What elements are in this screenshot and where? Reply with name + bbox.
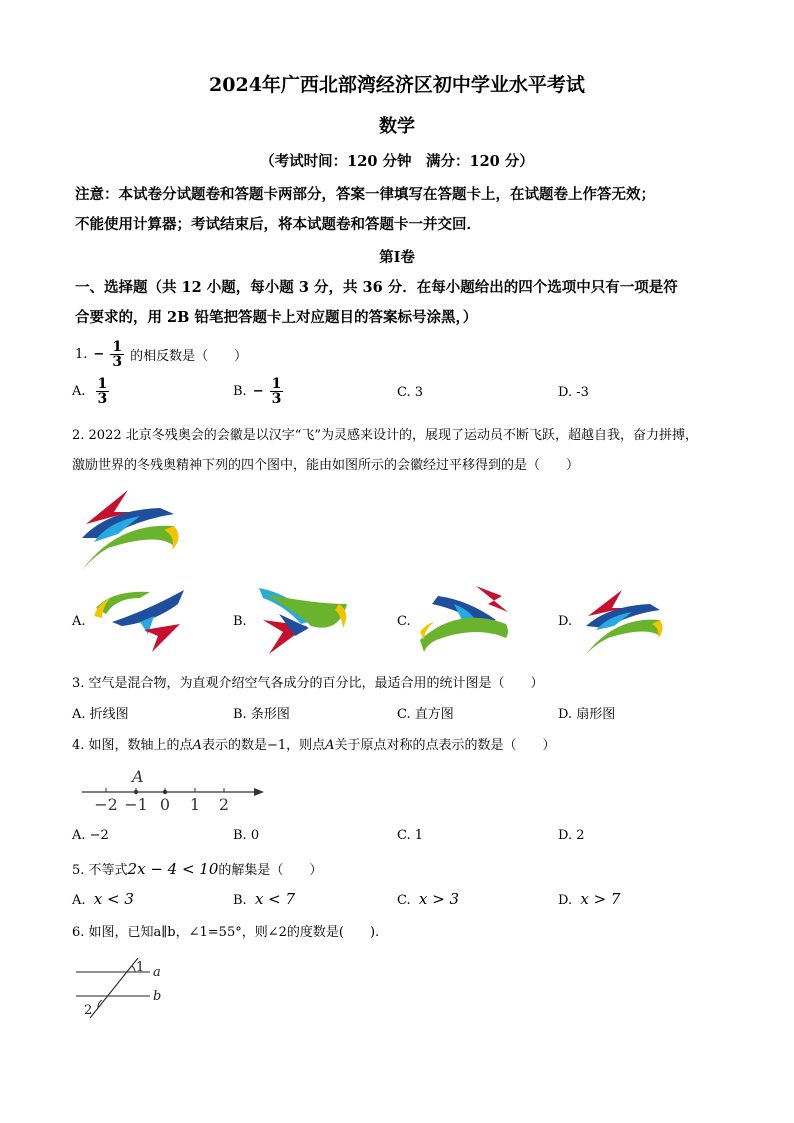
q4-stem-pre: 4. 如图，数轴上的点 xyxy=(72,738,193,753)
notice-line-1: 注意：本试卷分试题卷和答题卡两部分，答案一律填写在答题卡上，在试题卷上作答无效； xyxy=(75,186,655,203)
line-a-label: a xyxy=(153,965,161,980)
q3-option-d: D. 扇形图 xyxy=(558,707,616,722)
number-line-figure xyxy=(78,764,268,814)
q1-b-num: 1 xyxy=(271,376,282,392)
q1-option-b-fraction xyxy=(270,377,284,406)
q5-option-a xyxy=(72,890,134,908)
q4-point-name: A xyxy=(192,738,202,753)
section-heading-line-2: 合要求的，用 2B 铅笔把答题卡上对应题目的答案标号涂黑，） xyxy=(75,309,478,326)
angle-1-label: 1 xyxy=(136,960,145,975)
question-5-stem xyxy=(72,859,322,878)
line-b-label: b xyxy=(153,989,162,1004)
emblem-option-b xyxy=(259,588,347,654)
q5-option-d xyxy=(558,890,620,908)
q2-option-d-label: D. xyxy=(558,614,573,629)
number-line-arrow xyxy=(254,788,264,796)
q4-stem-mid: 表示的数是 xyxy=(201,738,267,753)
q3-option-a: A. 折线图 xyxy=(72,707,129,722)
q1-option-a-label: A. xyxy=(72,384,86,399)
transversal-line xyxy=(90,958,138,1018)
q4-option-d: D. 2 xyxy=(558,828,585,843)
q4-value: −1 xyxy=(266,738,287,753)
q5-option-a-value: x < 3 xyxy=(93,890,134,908)
number-line-origin xyxy=(163,790,167,794)
section-heading-line-1: 一、选择题（共 12 小题，每小题 3 分，共 36 分．在每小题给出的四个选项中只有一项是符 xyxy=(75,279,678,296)
q2-option-c-image xyxy=(418,584,514,658)
exam-title: 2024年广西北部湾经济区初中学业水平考试 xyxy=(209,74,585,96)
exam-time-info: （考试时间：120 分钟 满分：120 分） xyxy=(260,153,534,170)
q2-option-b-image xyxy=(255,584,351,656)
q1-option-c: C. 3 xyxy=(397,385,424,400)
q3-option-c: C. 直方图 xyxy=(397,707,454,722)
q2-option-b-label: B. xyxy=(233,614,247,629)
question-2-line-2: 激励世界的冬残奥精神下列的四个图中，能由如图所示的会徽经过平移得到的是（ ） xyxy=(72,458,580,473)
notice-line-2: 不能使用计算器；考试结束后，将本试题卷和答题卡一并交回． xyxy=(75,216,481,233)
q1-b-den: 3 xyxy=(271,391,282,407)
number-line-point-label: A xyxy=(132,767,144,786)
q2-option-c-label: C. xyxy=(397,614,411,629)
q1-option-b-minus: − xyxy=(252,384,264,399)
q4-point-name-2: A xyxy=(325,738,335,753)
q4-stem-end: 关于原点对称的点表示的数是（ ） xyxy=(334,738,556,753)
q2-option-a-label: A. xyxy=(72,614,86,629)
tick-label-0: 0 xyxy=(159,795,171,814)
q3-option-b: B. 条形图 xyxy=(233,707,290,722)
q4-option-b: B. 0 xyxy=(233,828,260,843)
tick-label-neg2: −2 xyxy=(94,795,118,814)
q1-number: 1. xyxy=(75,347,88,362)
angle-1-arc xyxy=(132,966,135,972)
subject-title: 数学 xyxy=(379,116,415,137)
q1-a-den: 3 xyxy=(97,391,108,407)
q1-option-d: D. -3 xyxy=(558,385,589,400)
q1-option-a-fraction xyxy=(96,377,110,406)
parallel-lines-figure xyxy=(72,952,172,1022)
q2-option-d-image xyxy=(582,586,664,656)
tick-label-neg1: −1 xyxy=(124,795,148,814)
q1-option-a xyxy=(72,377,109,406)
q1-fraction-den: 3 xyxy=(112,354,123,370)
q5-option-b-value: x < 7 xyxy=(254,890,296,908)
tick-label-1: 1 xyxy=(189,795,201,814)
volume-title: 第Ⅰ卷 xyxy=(379,249,415,266)
q5-option-b xyxy=(233,890,295,908)
q5-option-b-label: B. xyxy=(233,893,247,908)
number-line-point-a xyxy=(134,790,138,794)
q5-option-d-label: D. xyxy=(558,893,573,908)
q5-option-c xyxy=(397,890,459,908)
q5-inequality: 2x − 4 < 10 xyxy=(127,860,219,878)
q4-option-a: A. −2 xyxy=(72,828,109,843)
q1-a-num: 1 xyxy=(97,376,108,392)
q1-fraction-num: 1 xyxy=(112,339,123,355)
q1-option-b-label: B. xyxy=(233,384,247,399)
question-4-stem xyxy=(72,734,556,753)
q2-option-a-image xyxy=(92,586,188,656)
q5-stem-end: 的解集是（ ） xyxy=(218,863,323,878)
q5-option-d-value: x > 7 xyxy=(580,890,621,908)
q1-tail: 的相反数是（ ） xyxy=(130,349,248,364)
question-6-stem: 6. 如图，已知a∥b，∠1=55°，则∠2的度数是( ). xyxy=(72,925,380,940)
tick-label-2: 2 xyxy=(218,795,230,814)
emblem-original xyxy=(82,490,179,570)
q5-stem-pre: 5. 不等式 xyxy=(72,863,128,878)
q4-stem-mid2: ，则点 xyxy=(286,738,326,753)
q1-minus: − xyxy=(93,347,105,362)
emblem-option-c xyxy=(420,586,508,652)
question-3-stem: 3. 空气是混合物，为直观介绍空气各成分的百分比，最适合用的统计图是（ ） xyxy=(72,676,544,691)
question-2-line-1: 2. 2022 北京冬残奥会的会徽是以汉字“飞”为灵感来设计的，展现了运动员不断飞跃，超越自我，奋力拼搏， xyxy=(72,428,699,443)
q5-option-c-label: C. xyxy=(397,893,411,908)
q5-option-c-value: x > 3 xyxy=(418,890,459,908)
emblem-option-a xyxy=(94,590,184,652)
emblem-original-image xyxy=(78,486,184,572)
q5-option-a-label: A. xyxy=(72,893,86,908)
q1-fraction xyxy=(110,340,124,369)
q4-option-c: C. 1 xyxy=(397,828,424,843)
q1-option-b xyxy=(233,377,283,406)
emblem-option-d xyxy=(586,590,663,654)
question-1-stem xyxy=(75,340,247,369)
angle-2-label: 2 xyxy=(84,1003,93,1018)
